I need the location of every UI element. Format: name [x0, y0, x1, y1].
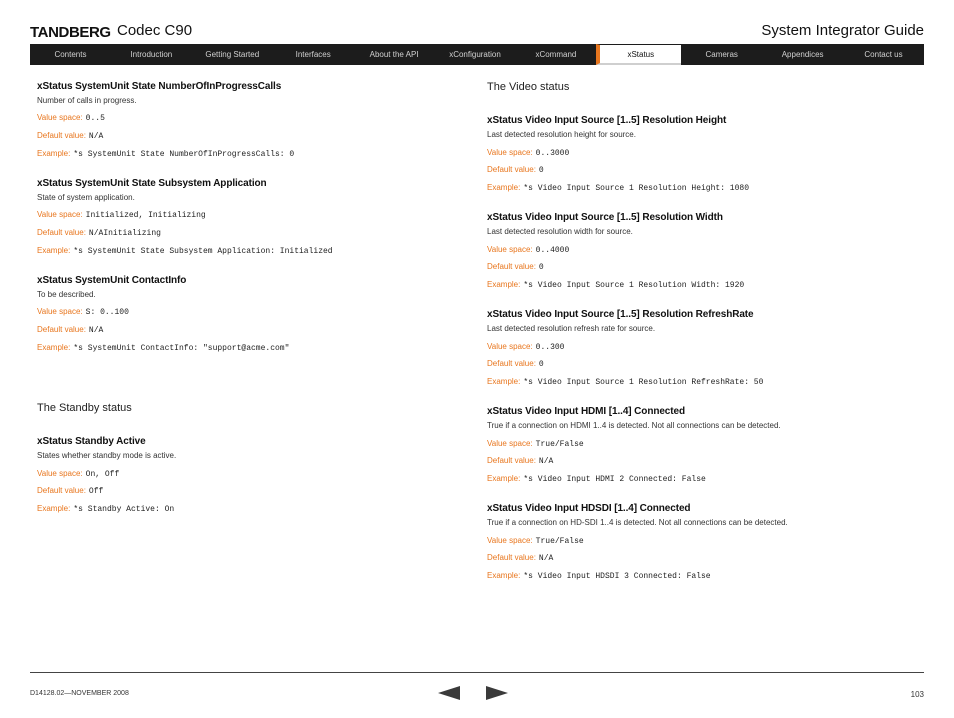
default-value-row — [487, 262, 544, 272]
example-value: *s Video Input Source 1 Resolution Width: 1920 — [523, 281, 745, 290]
tab-contents[interactable]: Contents — [54, 50, 87, 59]
example-label: Example: — [37, 149, 71, 158]
tab-cameras[interactable]: Cameras — [705, 50, 738, 59]
example-value: *s SystemUnit ContactInfo: "support@acme.com" — [73, 344, 290, 353]
default-value-label: Default value: — [37, 486, 86, 495]
document-id: D14128.02—NOVEMBER 2008 — [30, 690, 129, 697]
value-space-value: True/False — [535, 440, 584, 449]
guide-title: System Integrator Guide — [761, 22, 924, 39]
value-space-row — [487, 536, 584, 546]
default-value-value: N/AInitializing — [88, 229, 161, 238]
default-value-row — [487, 456, 553, 466]
default-value-value: 0 — [538, 263, 544, 272]
example-row — [487, 474, 706, 484]
next-page-icon[interactable] — [486, 686, 508, 700]
tab-interfaces[interactable]: Interfaces — [295, 50, 331, 59]
tab-appendices[interactable]: Appendices — [781, 50, 824, 59]
example-row — [487, 377, 763, 387]
example-label: Example: — [487, 571, 521, 580]
entry-description: Number of calls in progress. — [37, 96, 137, 105]
value-space-row — [37, 113, 105, 123]
value-space-row — [37, 307, 129, 317]
default-value-label: Default value: — [487, 553, 536, 562]
default-value-value: N/A — [88, 326, 104, 335]
entry-description: States whether standby mode is active. — [37, 451, 177, 460]
value-space-row — [487, 148, 569, 158]
example-row — [487, 183, 749, 193]
entry-title: xStatus Standby Active — [37, 436, 146, 447]
section-heading-standby: The Standby status — [37, 402, 132, 414]
entry-title: xStatus Video Input Source [1..5] Resolution Width — [487, 212, 723, 223]
default-value-row — [37, 131, 103, 141]
default-value-value: Off — [88, 487, 104, 496]
default-value-label: Default value: — [487, 359, 536, 368]
tab-about-the-api[interactable]: About the API — [369, 50, 419, 59]
value-space-row — [37, 469, 119, 479]
entry-title: xStatus Video Input Source [1..5] Resolution RefreshRate — [487, 309, 754, 320]
entry-description: To be described. — [37, 290, 96, 299]
example-value: *s Standby Active: On — [73, 505, 175, 514]
value-space-value: 0..300 — [535, 343, 565, 352]
default-value-label: Default value: — [37, 325, 86, 334]
value-space-value: S: 0..100 — [85, 308, 129, 317]
example-value: *s Video Input HDSDI 3 Connected: False — [523, 572, 711, 581]
example-label: Example: — [37, 343, 71, 352]
value-space-label: Value space: — [487, 148, 533, 157]
example-label: Example: — [37, 504, 71, 513]
default-value-label: Default value: — [487, 456, 536, 465]
value-space-label: Value space: — [487, 342, 533, 351]
value-space-label: Value space: — [487, 439, 533, 448]
default-value-row — [487, 359, 544, 369]
value-space-label: Value space: — [37, 210, 83, 219]
tab-introduction[interactable]: Introduction — [130, 50, 173, 59]
value-space-row — [487, 439, 584, 449]
entry-title: xStatus Video Input Source [1..5] Resolution Height — [487, 115, 727, 126]
example-label: Example: — [37, 246, 71, 255]
example-row — [37, 343, 289, 353]
value-space-row — [487, 245, 569, 255]
entry-title: xStatus Video Input HDMI [1..4] Connected — [487, 406, 685, 417]
entry-description: True if a connection on HD-SDI 1..4 is detected. Not all connections can be detected. — [487, 518, 788, 527]
entry-description: State of system application. — [37, 193, 135, 202]
value-space-label: Value space: — [37, 307, 83, 316]
example-row — [37, 246, 333, 256]
value-space-label: Value space: — [487, 536, 533, 545]
previous-page-icon[interactable] — [438, 686, 460, 700]
value-space-value: 0..4000 — [535, 246, 570, 255]
entry-title: xStatus SystemUnit State Subsystem Application — [37, 178, 267, 189]
example-value: *s Video Input HDMI 2 Connected: False — [523, 475, 706, 484]
tab-getting-started[interactable]: Getting Started — [205, 50, 260, 59]
default-value-value: 0 — [538, 360, 544, 369]
default-value-label: Default value: — [487, 262, 536, 271]
default-value-value: N/A — [538, 554, 554, 563]
tab-contact-us[interactable]: Contact us — [864, 50, 903, 59]
entry-description: Last detected resolution refresh rate for source. — [487, 324, 656, 333]
section-heading-video: The Video status — [487, 81, 570, 93]
tab-xconfiguration[interactable]: xConfiguration — [449, 50, 501, 59]
default-value-label: Default value: — [37, 228, 86, 237]
default-value-value: 0 — [538, 166, 544, 175]
default-value-row — [37, 325, 103, 335]
default-value-row — [37, 486, 103, 496]
value-space-value: 0..3000 — [535, 149, 570, 158]
default-value-row — [37, 228, 161, 238]
brand-logo: TANDBERG — [30, 24, 111, 41]
example-row — [37, 149, 294, 159]
default-value-label: Default value: — [487, 165, 536, 174]
entry-description: Last detected resolution width for source. — [487, 227, 633, 236]
page-number: 103 — [910, 690, 924, 699]
default-value-row — [487, 165, 544, 175]
value-space-label: Value space: — [37, 469, 83, 478]
entry-title: xStatus SystemUnit State NumberOfInProgressCalls — [37, 81, 282, 92]
entry-description: True if a connection on HDMI 1..4 is detected. Not all connections can be detected. — [487, 421, 781, 430]
default-value-row — [487, 553, 553, 563]
footer-divider — [30, 672, 924, 673]
value-space-value: On, Off — [85, 470, 120, 479]
example-value: *s Video Input Source 1 Resolution RefreshRate: 50 — [523, 378, 764, 387]
product-name: Codec C90 — [117, 22, 193, 39]
example-label: Example: — [487, 183, 521, 192]
default-value-value: N/A — [538, 457, 554, 466]
tab-xcommand[interactable]: xCommand — [535, 50, 577, 59]
nav-bar — [30, 44, 924, 65]
example-row — [487, 280, 744, 290]
entry-title: xStatus SystemUnit ContactInfo — [37, 275, 187, 286]
example-row — [37, 504, 174, 514]
example-label: Example: — [487, 377, 521, 386]
value-space-row — [37, 210, 206, 220]
example-value: *s SystemUnit State Subsystem Application: Initialized — [73, 247, 333, 256]
entry-title: xStatus Video Input HDSDI [1..4] Connected — [487, 503, 691, 514]
value-space-value: True/False — [535, 537, 584, 546]
value-space-value: Initialized, Initializing — [85, 211, 206, 220]
example-value: *s SystemUnit State NumberOfInProgressCalls: 0 — [73, 150, 295, 159]
value-space-label: Value space: — [487, 245, 533, 254]
page-header — [30, 24, 924, 44]
value-space-value: 0..5 — [85, 114, 105, 123]
default-value-value: N/A — [88, 132, 104, 141]
example-label: Example: — [487, 474, 521, 483]
value-space-row — [487, 342, 564, 352]
default-value-label: Default value: — [37, 131, 86, 140]
example-label: Example: — [487, 280, 521, 289]
entry-description: Last detected resolution height for source. — [487, 130, 636, 139]
example-value: *s Video Input Source 1 Resolution Height: 1080 — [523, 184, 749, 193]
tab-xstatus[interactable]: xStatus — [596, 44, 681, 65]
example-row — [487, 571, 711, 581]
value-space-label: Value space: — [37, 113, 83, 122]
